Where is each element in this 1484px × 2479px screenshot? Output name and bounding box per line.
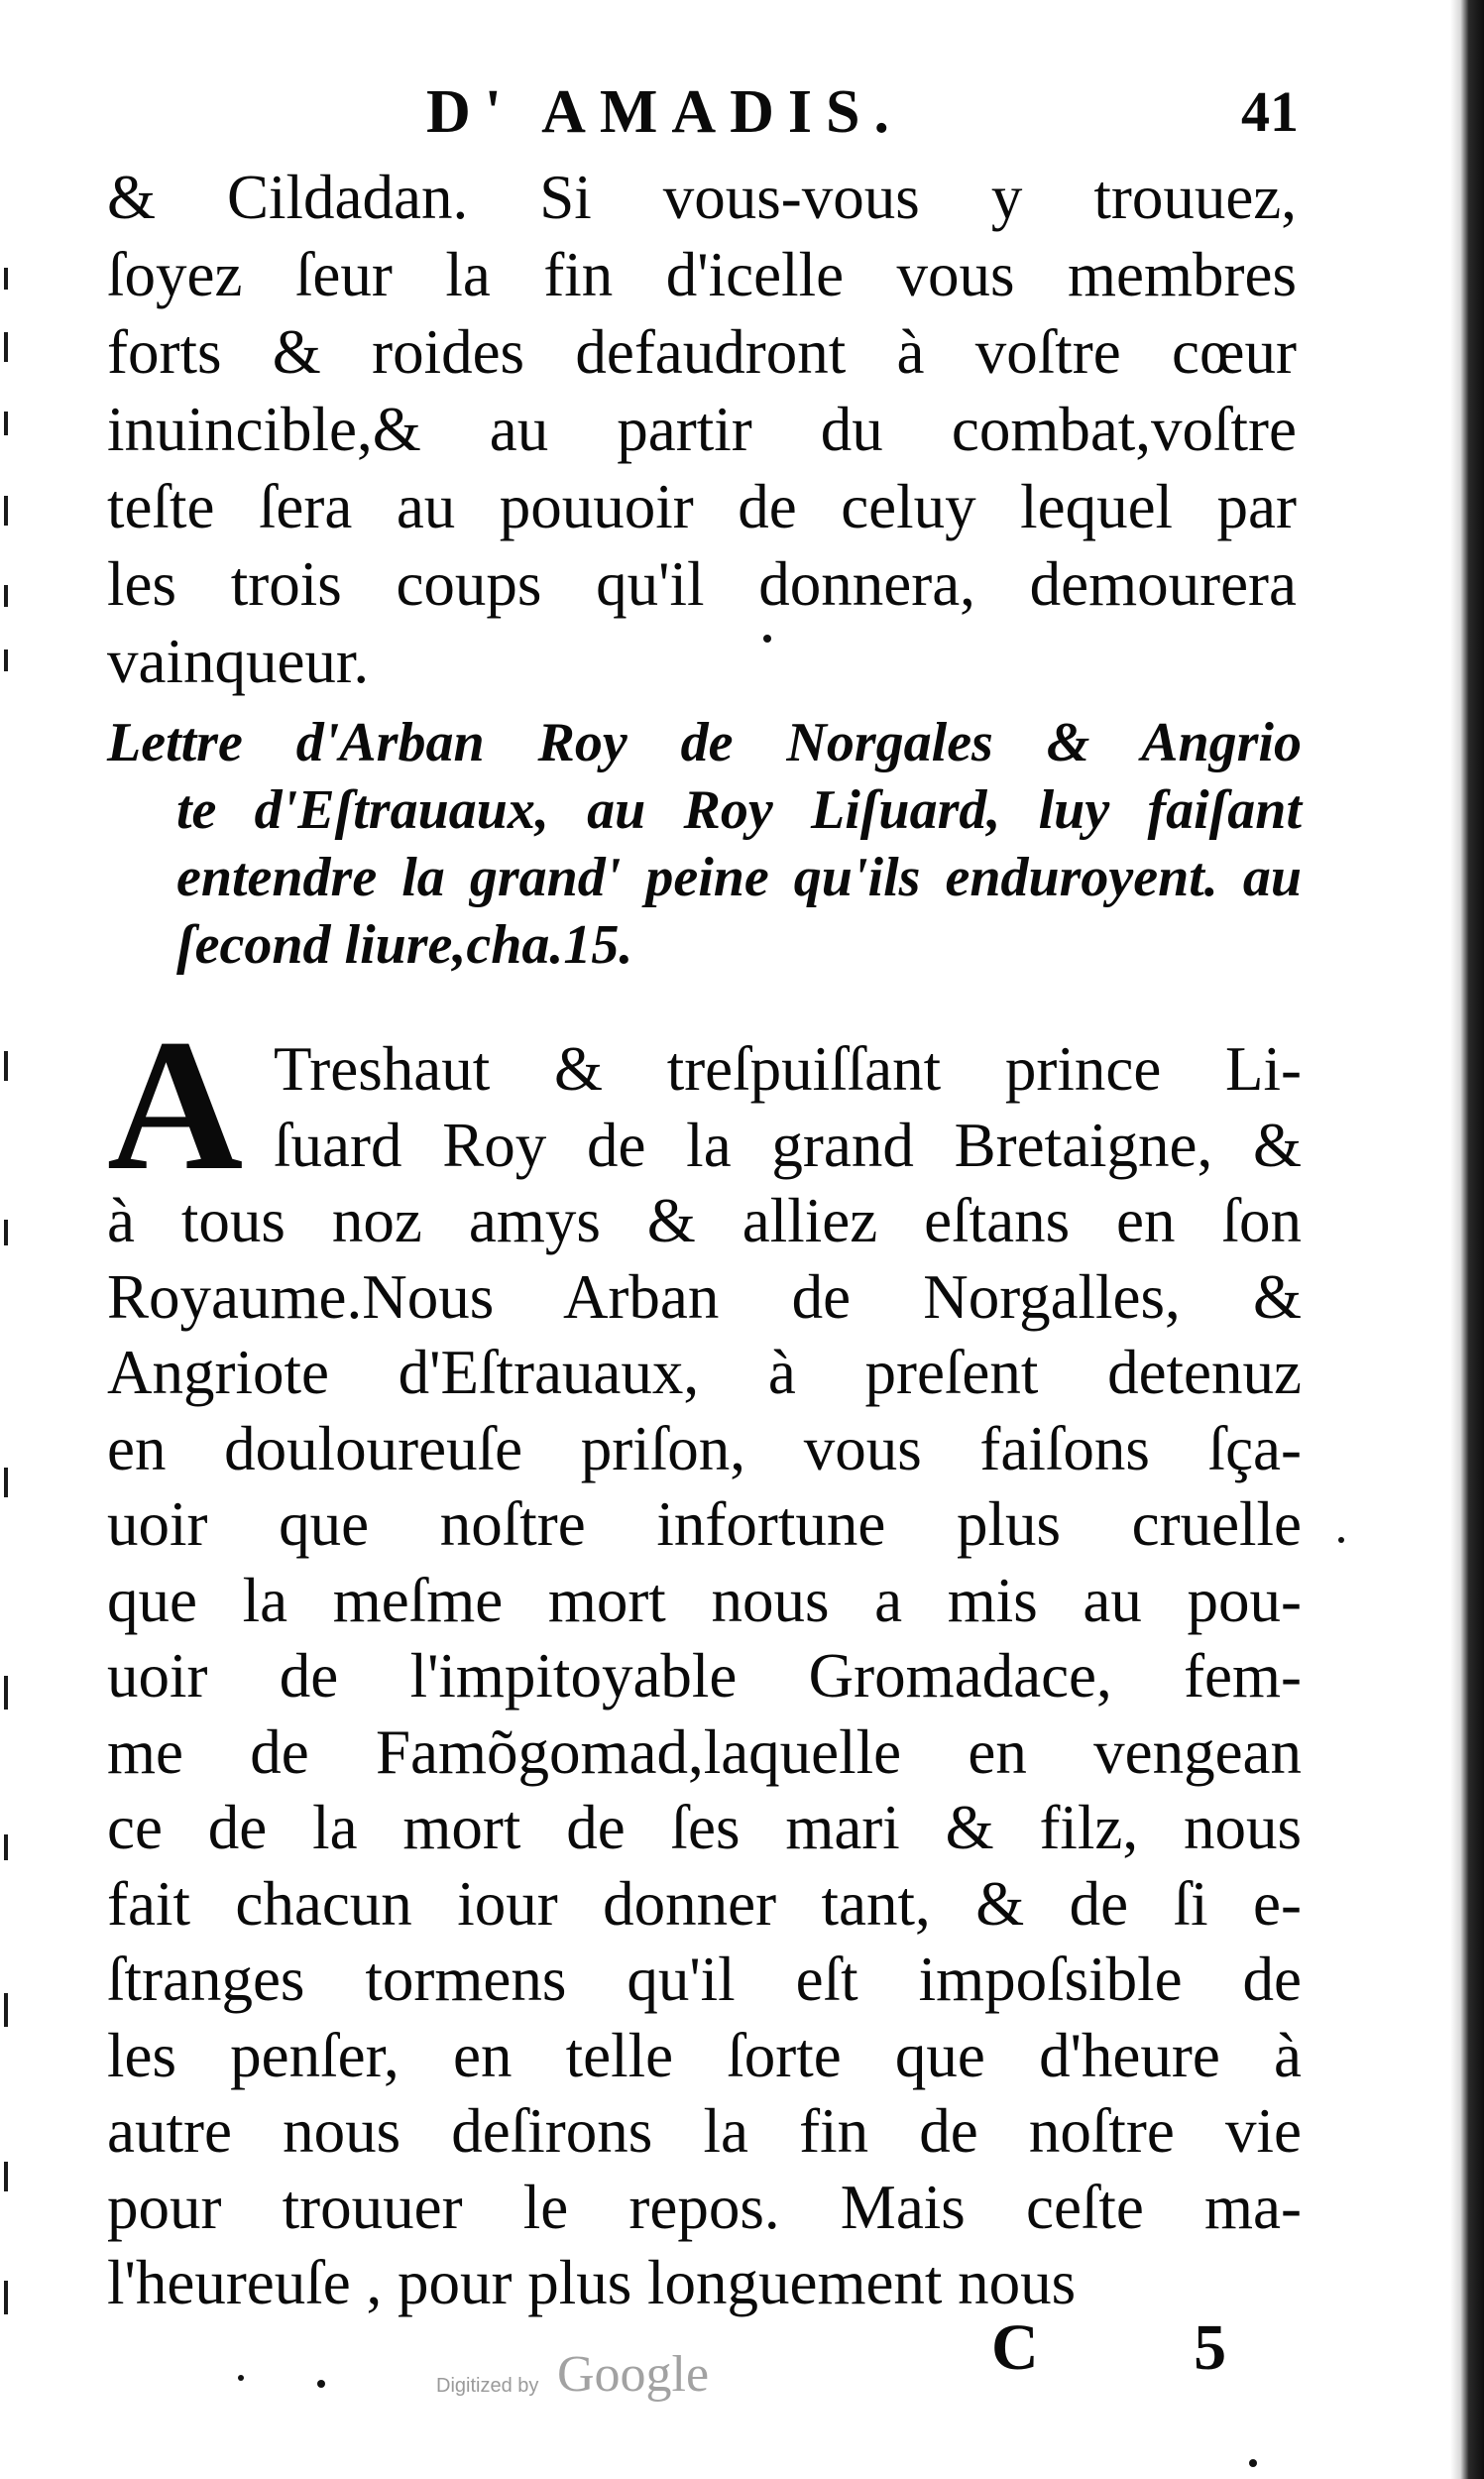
text-line: ce de la mort de ſes mari & filz, nous <box>107 1793 1302 1862</box>
letter-heading <box>107 709 1302 979</box>
text-line: me de Famõgomad,laquelle en vengean <box>107 1716 1302 1787</box>
watermark-brand: Google <box>557 2346 710 2403</box>
text-line: Angriote d'Eſtrauaux, à preſent detenuz <box>107 1338 1302 1407</box>
watermark-prefix: Digitized by <box>436 2375 539 2397</box>
left-gutter-marks <box>0 0 22 2479</box>
text-line: l'heureuſe , pour plus longuement nous <box>107 2248 1077 2317</box>
text-line: ſtranges tormens qu'il eſt impoſsible de <box>107 1945 1302 2014</box>
paragraph-continuation <box>107 159 1297 700</box>
page-header <box>426 77 1299 147</box>
text-line: à tous noz amys & alliez eſtans en ſon <box>107 1186 1302 1255</box>
text-line: Royaume.Nous Arban de Norgalles, & <box>107 1261 1302 1332</box>
text-line: vainqueur. <box>107 627 370 696</box>
heading-line: te d'Eſtrauaux, au Roy Liſuard, luy faiſant <box>176 779 1302 841</box>
running-title: D' AMADIS. <box>426 78 904 146</box>
text-line: fait chacun iour donner tant, & de ſi e- <box>107 1868 1302 1939</box>
text-line: ſoyez ſeur la fin d'icelle vous membres <box>107 240 1297 309</box>
text-line: & Cildadan. Si vous-vous y trouuez, <box>107 163 1297 232</box>
text-line: ſuard Roy de la grand Bretaigne, & <box>274 1110 1302 1180</box>
binding-edge <box>1450 0 1484 2479</box>
text-line: autre nous deſirons la fin de noſtre vie <box>107 2096 1302 2166</box>
ink-speck <box>317 2380 325 2388</box>
heading-line: Lettre d'Arban Roy de Norgales & Angrio <box>107 712 1302 773</box>
digitized-watermark <box>436 2345 753 2405</box>
letter-body <box>107 1002 1302 2321</box>
ink-speck <box>763 635 771 643</box>
text-line: inuincible,& au partir du combat,voſtre <box>107 395 1297 464</box>
ink-speck <box>238 2375 244 2381</box>
signature-mark: C 5 <box>991 2311 1297 2384</box>
text-line: pour trouuer le repos. Mais ceſte ma- <box>107 2172 1302 2242</box>
text-line: forts & roides defaudront à voſtre cœur <box>107 317 1297 387</box>
text-line: les trois coups qu'il donnera, demourera <box>107 549 1297 619</box>
text-line: Treshaut & treſpuiſſant prince Li- <box>274 1034 1302 1104</box>
page-number: 41 <box>1241 79 1299 144</box>
ink-speck <box>1338 1537 1344 1543</box>
text-line: les penſer, en telle ſorte que d'heure à <box>107 2020 1302 2090</box>
text-line: uoir que noſtre infortune plus cruelle <box>107 1489 1302 1559</box>
text-line: en douloureuſe priſon, vous faiſons ſça- <box>107 1413 1302 1483</box>
text-line: uoir de l'impitoyable Gromadace, fem- <box>107 1641 1302 1711</box>
drop-cap: A <box>107 1002 244 1210</box>
heading-line: entendre la grand' peine qu'ils enduroyent. au <box>176 847 1302 908</box>
heading-line: ſecond liure,cha.15. <box>176 914 633 976</box>
text-line: teſte ſera au pouuoir de celuy lequel par <box>107 472 1297 541</box>
ink-speck <box>1249 2459 1257 2467</box>
text-line: que la meſme mort nous a mis au pou- <box>107 1565 1302 1635</box>
